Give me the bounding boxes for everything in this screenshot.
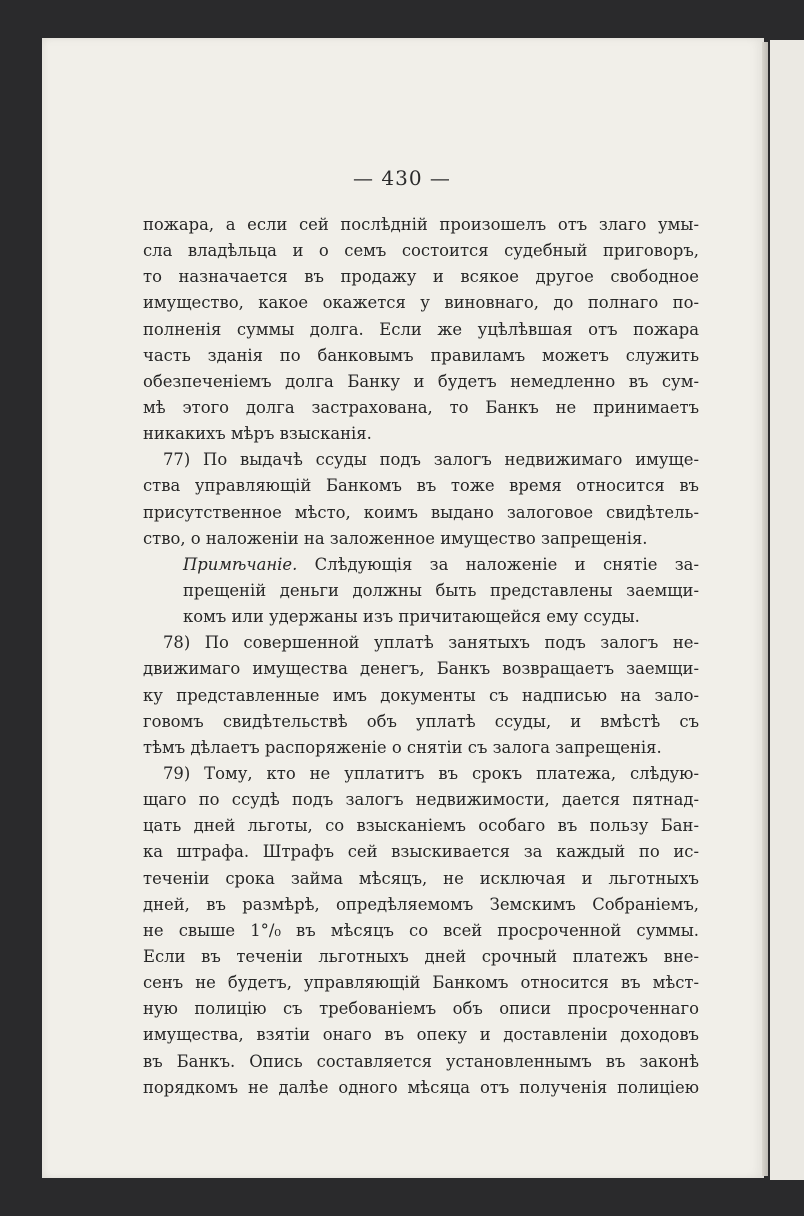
- text-line: [143, 447, 699, 473]
- text-line: [143, 212, 699, 238]
- line-text: 79) Тому, кто не уплатитъ въ срокъ платежа, слѣдую-: [163, 763, 699, 783]
- text-line: [143, 892, 699, 918]
- line-text: часть зданія по банковымъ правиламъ можетъ служить: [143, 345, 699, 365]
- text-line: [143, 500, 699, 526]
- text-line: [143, 1049, 699, 1075]
- text-line: [143, 630, 699, 656]
- text-line: [143, 578, 699, 604]
- page-body-text: [143, 212, 699, 1101]
- text-line: [143, 735, 699, 761]
- text-line: [143, 944, 699, 970]
- line-text: 77) По выдачѣ ссуды подъ залогъ недвижимаго имуще-: [163, 450, 699, 470]
- line-text: порядкомъ не далѣе одного мѣсяца отъ полученія полиціею: [143, 1077, 699, 1097]
- line-text: полненія суммы долга. Если же уцѣлѣвшая отъ пожара: [143, 319, 699, 339]
- line-text: обезпеченіемъ долга Банку и будетъ немедленно въ сум-: [143, 371, 699, 391]
- text-line: [143, 866, 699, 892]
- line-text: теченіи срока займа мѣсяцъ, не исключая и льготныхъ: [143, 868, 699, 888]
- text-line: [143, 656, 699, 682]
- line-text: пожара, а если сей послѣдній произошелъ отъ злаго умы-: [143, 215, 699, 234]
- line-text: дней, въ размѣрѣ, опредѣляемомъ Земскимъ Собраніемъ,: [143, 894, 699, 914]
- line-text: движимаго имущества денегъ, Банкъ возвращаетъ заемщи-: [143, 659, 699, 679]
- text-line: [143, 839, 699, 865]
- line-text: имущества, взятіи онаго въ опеку и доставленіи доходовъ: [143, 1025, 699, 1045]
- line-text: сенъ не будетъ, управляющій Банкомъ относится въ мѣст-: [143, 973, 699, 993]
- line-text: Если въ теченіи льготныхъ дней срочный платежъ вне-: [143, 946, 699, 966]
- line-text: комъ или удержаны изъ причитающейся ему ссуды.: [183, 607, 640, 627]
- line-text: мѣ этого долга застрахована, то Банкъ не принимаетъ: [143, 397, 699, 417]
- line-text: щаго по ссудѣ подъ залогъ недвижимости, дается пятнад-: [143, 790, 699, 810]
- line-text: сла владѣльца и о семъ состоится судебный приговоръ,: [143, 241, 699, 261]
- text-line: [143, 473, 699, 499]
- text-line: [143, 918, 699, 944]
- text-line: [143, 1075, 699, 1101]
- text-line: [143, 264, 699, 290]
- line-text: никакихъ мѣръ взысканія.: [143, 424, 372, 444]
- line-text: прещеній деньги должны быть представлены заемщи-: [183, 580, 699, 600]
- text-line: [143, 317, 699, 343]
- line-text: не свыше 1°/₀ въ мѣсяцъ со всей просроченной суммы.: [143, 920, 699, 940]
- line-text: то назначается въ продажу и всякое другое свободное: [143, 267, 699, 287]
- text-line: [143, 526, 699, 552]
- text-line: [143, 813, 699, 839]
- line-text: тѣмъ дѣлаетъ распоряженіе о снятіи съ залога запрещенія.: [143, 737, 662, 757]
- text-line: [143, 343, 699, 369]
- line-text: ства управляющій Банкомъ въ тоже время относится въ: [143, 476, 699, 496]
- text-line: [143, 395, 699, 421]
- text-line: [143, 604, 699, 630]
- text-line: [143, 238, 699, 264]
- note-label: Примѣчаніе.: [183, 554, 298, 574]
- line-text: Слѣдующія за наложеніе и снятіе за-: [314, 554, 699, 574]
- text-line: [143, 761, 699, 787]
- line-text: ную полицію съ требованіемъ объ описи просроченнаго: [143, 999, 699, 1019]
- text-line: [143, 369, 699, 395]
- line-text: ку представленные имъ документы съ надписью на зало-: [143, 685, 699, 705]
- line-text: цать дней льготы, со взысканіемъ особаго въ пользу Бан-: [143, 816, 699, 836]
- line-text: ка штрафа. Штрафъ сей взыскивается за каждый по ис-: [143, 842, 699, 862]
- adjacent-page-edge: [770, 40, 804, 1180]
- page-number: — 430 —: [353, 166, 451, 190]
- line-text: ство, о наложеніи на заложенное имущество запрещенія.: [143, 528, 648, 548]
- text-line: [143, 683, 699, 709]
- text-line: [143, 709, 699, 735]
- text-line: [143, 421, 699, 447]
- line-text: въ Банкъ. Опись составляется установленнымъ въ законѣ: [143, 1051, 699, 1071]
- text-line: [143, 970, 699, 996]
- page-fold-shadow: [762, 42, 768, 1176]
- line-text: присутственное мѣсто, коимъ выдано залоговое свидѣтель-: [143, 502, 699, 522]
- text-line: [143, 290, 699, 316]
- text-line: [143, 552, 699, 578]
- text-line: [143, 996, 699, 1022]
- text-line: [143, 787, 699, 813]
- line-text: 78) По совершенной уплатѣ занятыхъ подъ залогъ не-: [163, 633, 699, 653]
- line-text: имущество, какое окажется у виновнаго, до полнаго по-: [143, 293, 699, 313]
- line-text: говомъ свидѣтельствѣ объ уплатѣ ссуды, и вмѣстѣ съ: [143, 711, 699, 731]
- text-line: [143, 1022, 699, 1048]
